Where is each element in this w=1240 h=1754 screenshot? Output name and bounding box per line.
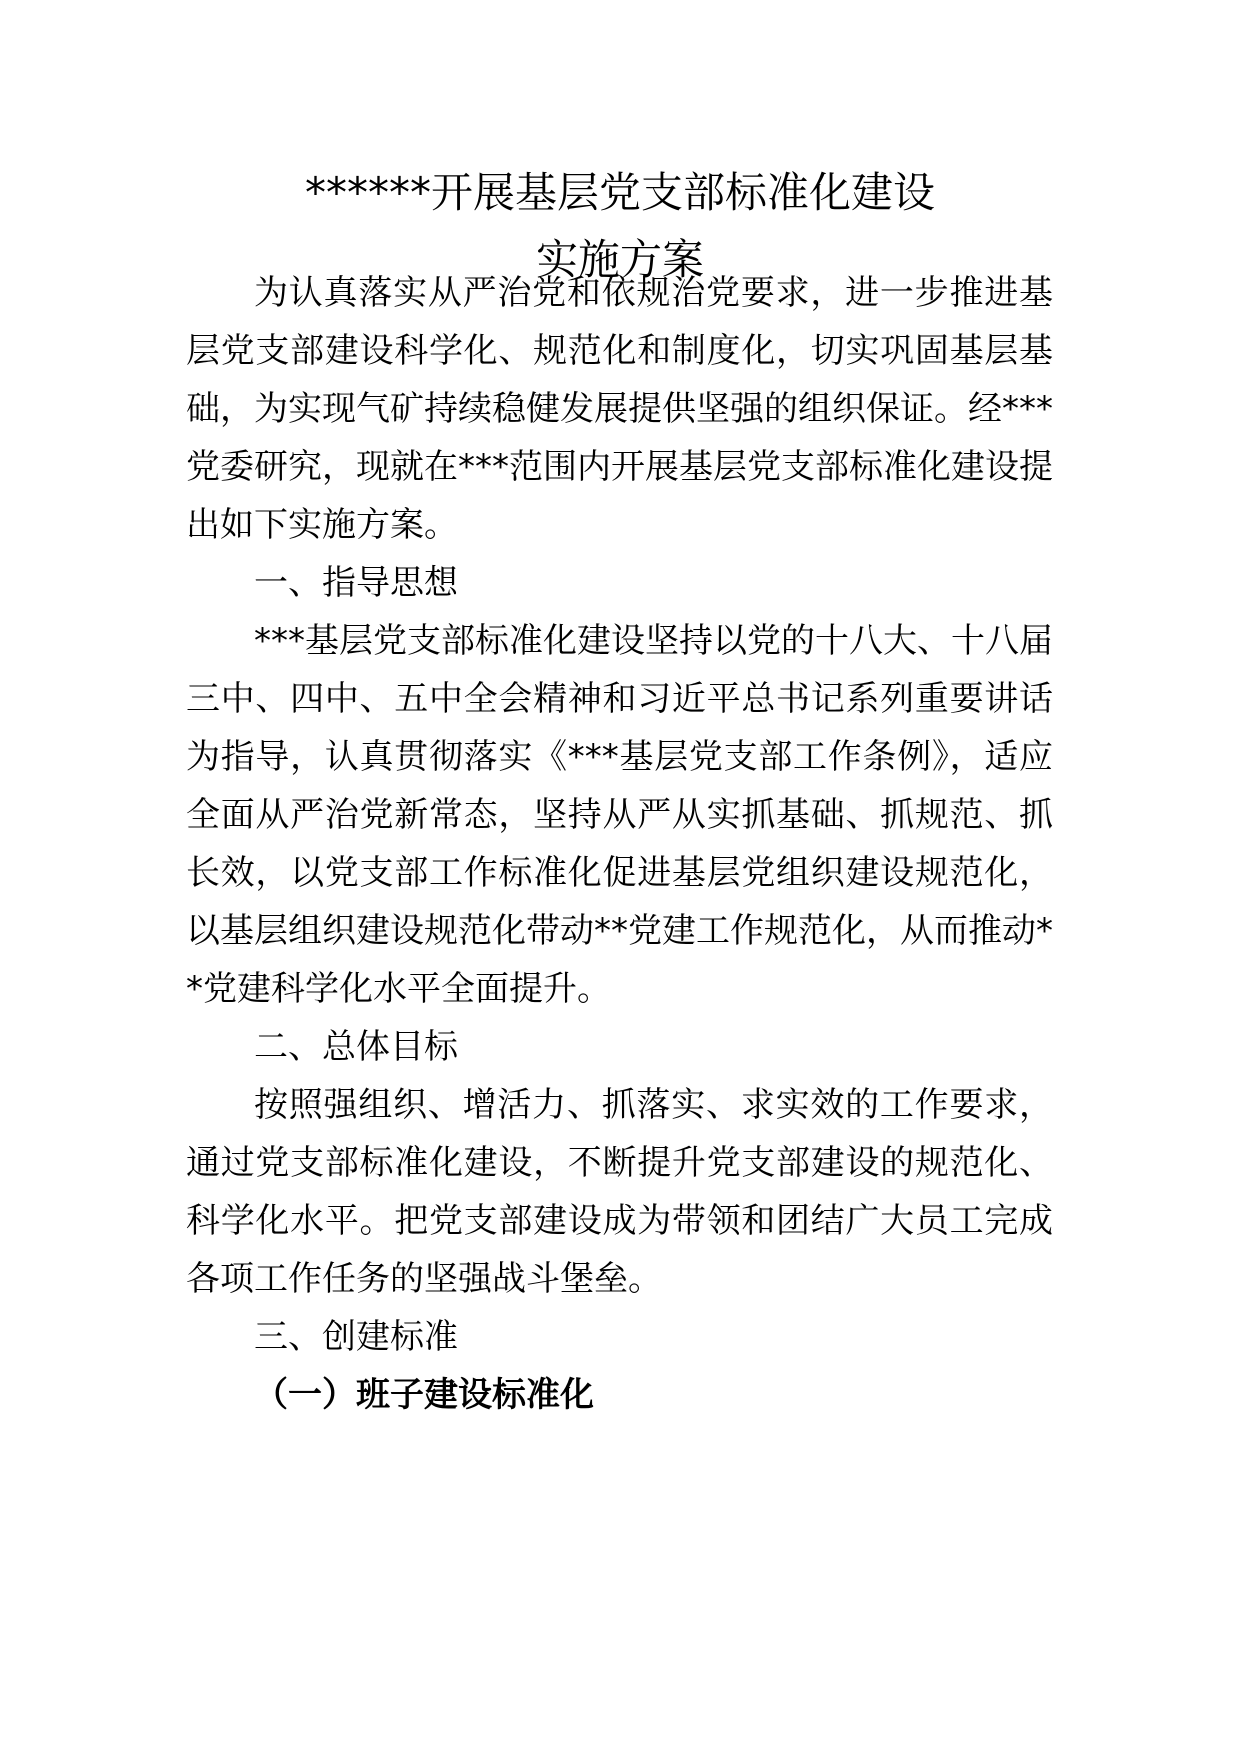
document-title-line-2: 实施方案 bbox=[535, 235, 704, 284]
section-heading-guiding-ideology: 一、指导思想 bbox=[254, 563, 458, 603]
section1-line: 以基层组织建设规范化带动**党建工作规范化，从而推动* bbox=[186, 911, 1053, 951]
section1-line: 为指导，认真贯彻落实《***基层党支部工作条例》，适应 bbox=[186, 737, 1053, 777]
section-heading-overall-goal: 二、总体目标 bbox=[254, 1027, 458, 1067]
section1-line: 长效，以党支部工作标准化促进基层党组织建设规范化， bbox=[186, 853, 1053, 893]
section1-line: *党建科学化水平全面提升。 bbox=[186, 969, 611, 1009]
section1-line: 三中、四中、五中全会精神和习近平总书记系列重要讲话 bbox=[186, 679, 1053, 719]
section1-line: ***基层党支部标准化建设坚持以党的十八大、十八届 bbox=[254, 621, 1053, 661]
intro-line: 础，为实现气矿持续稳健发展提供坚强的组织保证。经*** bbox=[186, 389, 1053, 429]
intro-line: 为认真落实从严治党和依规治党要求，进一步推进基 bbox=[254, 273, 1053, 313]
section2-line: 科学化水平。把党支部建设成为带领和团结广大员工完成 bbox=[186, 1201, 1053, 1241]
section2-line: 按照强组织、增活力、抓落实、求实效的工作要求， bbox=[254, 1085, 1053, 1125]
subsection-heading-team-building: （一）班子建设标准化 bbox=[254, 1375, 594, 1415]
intro-line: 出如下实施方案。 bbox=[186, 505, 458, 545]
intro-line: 层党支部建设科学化、规范化和制度化，切实巩固基层基 bbox=[186, 331, 1053, 371]
document-title-line-1: ******开展基层党支部标准化建设 bbox=[304, 168, 935, 217]
section1-line: 全面从严治党新常态，坚持从严从实抓基础、抓规范、抓 bbox=[186, 795, 1053, 835]
section-heading-standards: 三、创建标准 bbox=[254, 1317, 458, 1357]
section2-line: 通过党支部标准化建设，不断提升党支部建设的规范化、 bbox=[186, 1143, 1053, 1183]
intro-line: 党委研究，现就在***范围内开展基层党支部标准化建设提 bbox=[186, 447, 1053, 487]
section2-line: 各项工作任务的坚强战斗堡垒。 bbox=[186, 1259, 662, 1299]
